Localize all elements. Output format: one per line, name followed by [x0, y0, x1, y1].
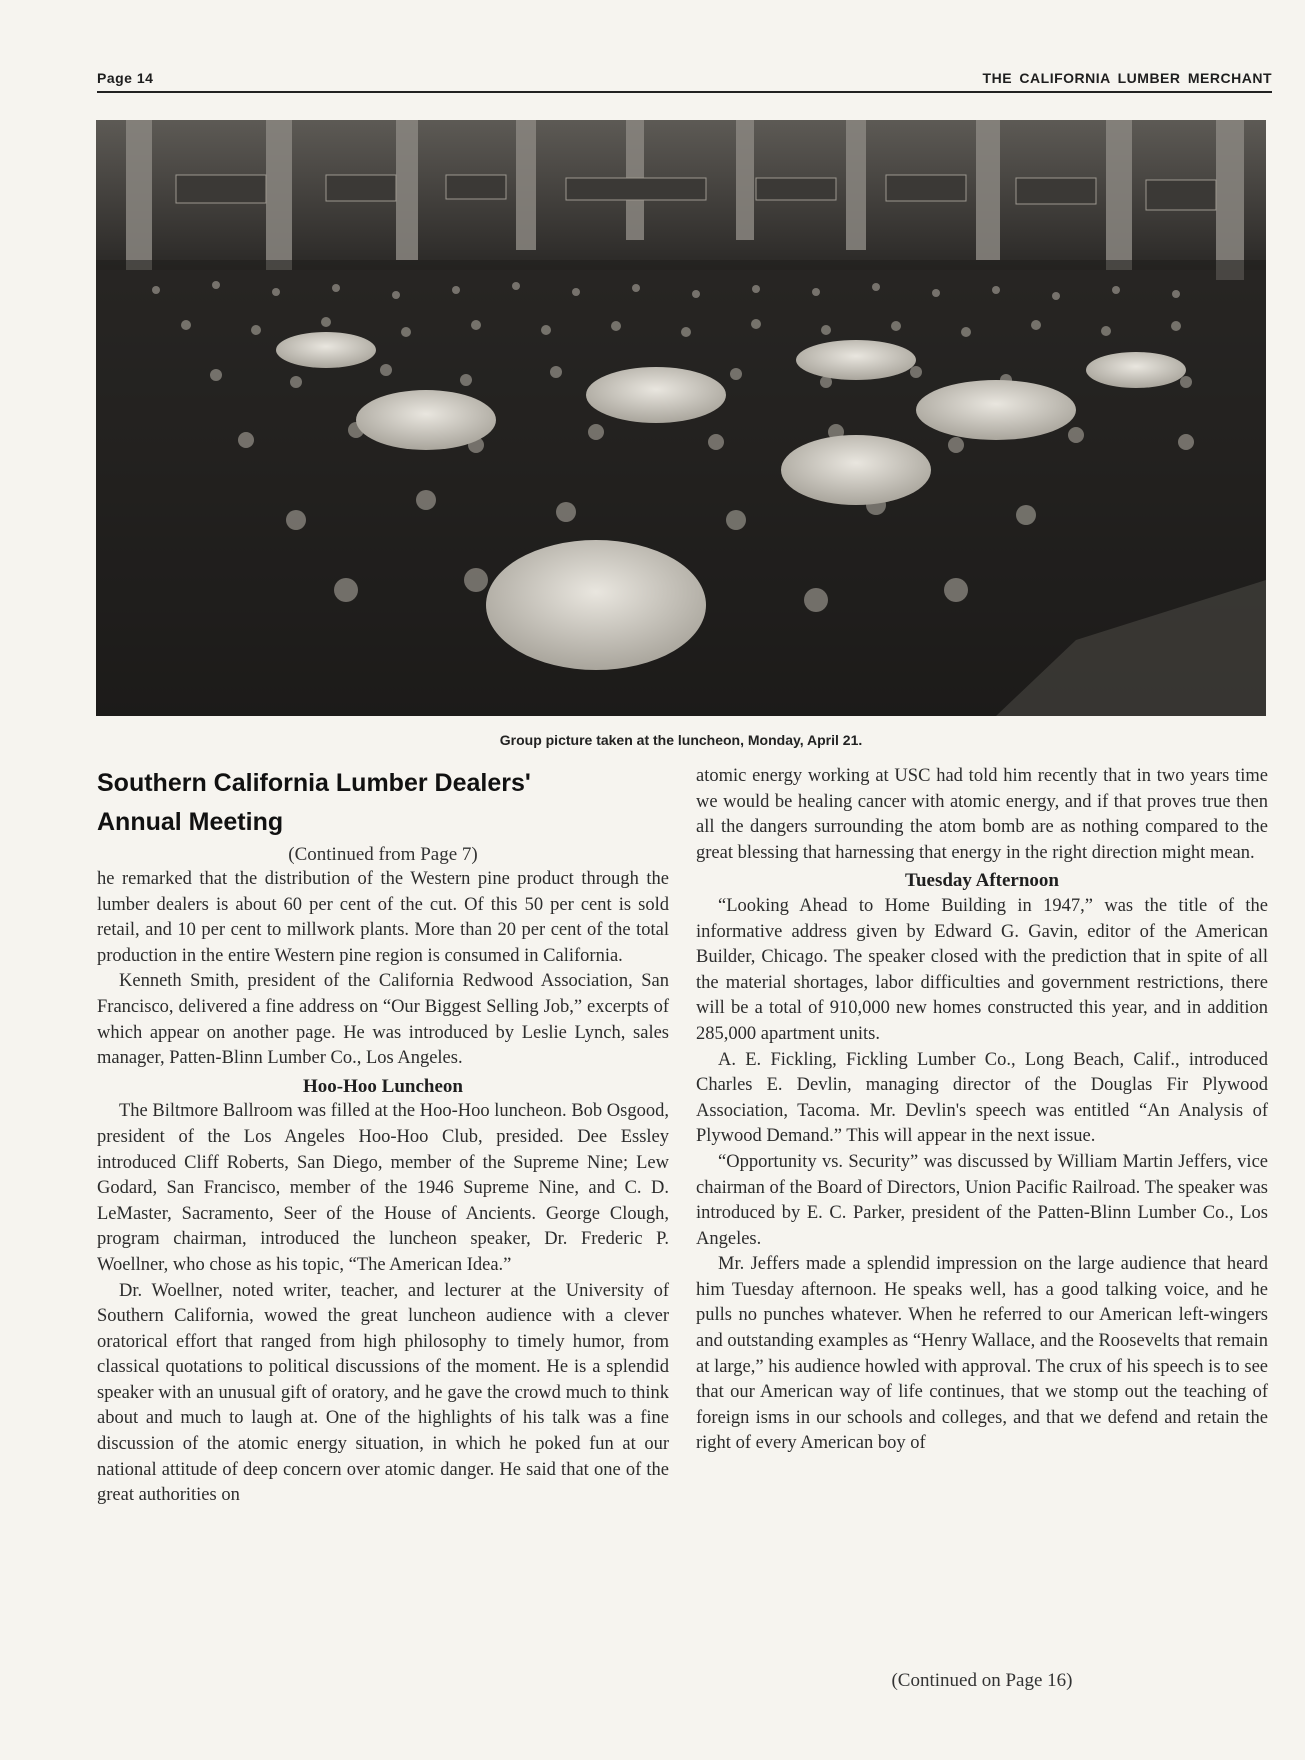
right-column — [696, 764, 1268, 1457]
headline-line-1: Southern California Lumber Dealers' — [97, 769, 531, 797]
subhead-hoohoo-luncheon: Hoo-Hoo Luncheon — [303, 1075, 463, 1097]
publication-title: THE CALIFORNIA LUMBER MERCHANT — [982, 70, 1272, 86]
paragraph: atomic energy working at USC had told him recently that in two years time we would be healing cancer with atomic energy, and if that proves true then all the dangers surrounding the atom bomb are as nothing compared to the great blessing that harnessing that energy in the right direction might mean. — [696, 766, 1268, 863]
paragraph: Mr. Jeffers made a splendid impression on the large audience that heard him Tuesday afternoon. He speaks well, has a good talking voice, and he pulls no punches whatever. When he referred to our American left-wingers and outstanding examples as “Henry Wallace, and the Roosevelts that remain at large,” his audience howled with approval. The crux of his speech is to see that our American way of life continues, that we stomp out the teaching of foreign isms in our schools and colleges, and that we defend and retain the right of every American boy of — [696, 1254, 1269, 1454]
paragraph: A. E. Fickling, Fickling Lumber Co., Long Beach, Calif., introduced Charles E. Devlin, managing director of the Douglas Fir Plywood Association, Tacoma. Mr. Devlin's speech was entitled “An Analysis of Plywood Demand.” This will appear in the next issue. — [696, 1049, 1268, 1147]
header-rule — [97, 91, 1272, 93]
page-header — [97, 68, 1272, 90]
headline-line-2: Annual Meeting — [97, 808, 284, 836]
luncheon-group-photo — [96, 120, 1266, 716]
paragraph: Dr. Woellner, noted writer, teacher, and lecturer at the University of Southern California, wowed the great luncheon audience with a clever oratorical effort that ranged from high philosophy to timely humor, from classical quotations to political discussions of the moment. He is a splendid speaker with an unusual gift of oratory, and he gave the crowd much to think about and much to laugh at. One of the highlights of his talk was a fine discussion of the atomic energy situation, in which he poked fun at our national attitude of deep concern over atomic danger. He said that one of the great authorities on — [97, 1280, 669, 1506]
page-number: Page 14 — [97, 70, 154, 86]
article-headline — [97, 764, 669, 842]
subhead-tuesday-afternoon: Tuesday Afternoon — [905, 870, 1059, 892]
paragraph: “Opportunity vs. Security” was discussed by William Martin Jeffers, vice chairman of the Board of Directors, Union Pacific Railroad. The speaker was introduced by E. C. Parker, president of the Patten-Blinn Lumber Co., Los Angeles. — [696, 1151, 1268, 1249]
paragraph: Kenneth Smith, president of the California Redwood Association, San Francisco, delivered a fine address on “Our Biggest Selling Job,” excerpts of which appear on another page. He was introduced by Leslie Lynch, sales manager, Patten-Blinn Lumber Co., Los Angeles. — [97, 971, 669, 1069]
continued-on-note: (Continued on Page 16) — [891, 1670, 1073, 1691]
continued-from-note: (Continued from Page 7) — [288, 844, 478, 865]
left-column — [97, 764, 669, 1509]
paragraph: “Looking Ahead to Home Building in 1947,” was the title of the informative address given by Edward G. Gavin, editor of the American Builder, Chicago. The speaker closed with the prediction that in spite of all the material shortages, labor difficulties and government restrictions, there will be a total of 910,000 new homes constructed this year, and in addition 285,000 apartment units. — [696, 895, 1268, 1044]
paragraph: he remarked that the distribution of the Western pine product through the lumber dealers is about 60 per cent of the cut. Of this 50 per cent is sold retail, and 10 per cent to millwork plants. More than 20 per cent of the total production in the entire Western pine region is consumed in California. — [97, 869, 669, 966]
photo-caption: Group picture taken at the luncheon, Monday, April 21. — [499, 732, 863, 748]
paragraph: The Biltmore Ballroom was filled at the Hoo-Hoo luncheon. Bob Osgood, president of the Los Angeles Hoo-Hoo Club, presided. Dee Essley introduced Cliff Roberts, San Diego, member of the Supreme Nine; Lew Godard, San Francisco, member of the 1946 Supreme Nine, and C. D. LeMaster, Sacramento, Seer of the House of Ancients. George Clough, program chairman, introduced the luncheon speaker, Dr. Frederic P. Woellner, who chose as his topic, “The American Idea.” — [97, 1101, 669, 1275]
